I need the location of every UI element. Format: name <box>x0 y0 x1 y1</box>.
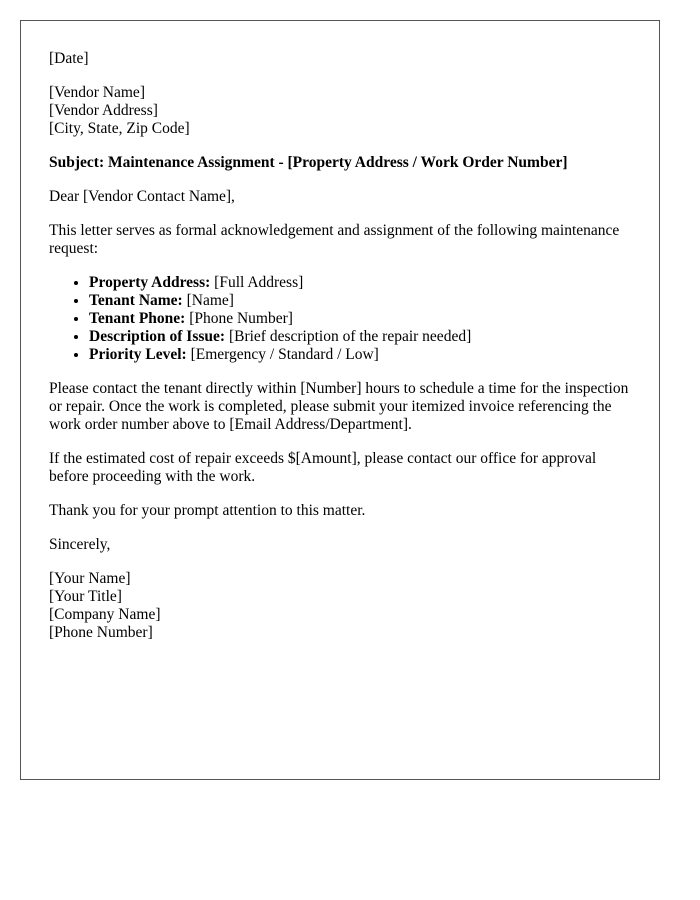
vendor-name: [Vendor Name] <box>49 84 145 101</box>
detail-label: Tenant Phone: <box>89 310 186 327</box>
detail-label: Property Address: <box>89 274 211 291</box>
detail-value: [Phone Number] <box>185 310 293 327</box>
detail-property-address <box>89 274 631 292</box>
signature-phone: [Phone Number] <box>49 624 153 641</box>
signature-block <box>49 570 631 642</box>
thanks-paragraph: Thank you for your prompt attention to this matter. <box>49 502 366 519</box>
intro-paragraph: This letter serves as formal acknowledgement and assignment of the following maintenance request: <box>49 222 620 257</box>
subject-line: Subject: Maintenance Assignment - [Property Address / Work Order Number] <box>49 154 568 171</box>
detail-issue-description <box>89 328 631 346</box>
letter-page <box>20 20 660 780</box>
letter-date: [Date] <box>49 50 89 67</box>
request-details-list <box>49 274 631 364</box>
signature-title: [Your Title] <box>49 588 122 605</box>
instructions-paragraph: Please contact the tenant directly within [Number] hours to schedule a time for the inspection or repair. Once the work is completed, please submit your itemized invoice referencing the work order number above to [Email Address/Department]. <box>49 380 629 433</box>
detail-label: Description of Issue: <box>89 328 226 345</box>
vendor-city-state-zip: [City, State, Zip Code] <box>49 120 190 137</box>
salutation: Dear [Vendor Contact Name], <box>49 188 235 205</box>
date-line <box>49 50 631 68</box>
signature-company: [Company Name] <box>49 606 161 623</box>
closing: Sincerely, <box>49 536 111 553</box>
detail-label: Priority Level: <box>89 346 187 363</box>
vendor-address-block <box>49 84 631 138</box>
detail-value: [Emergency / Standard / Low] <box>186 346 379 363</box>
signature-name: [Your Name] <box>49 570 131 587</box>
detail-value: [Full Address] <box>210 274 304 291</box>
detail-value: [Brief description of the repair needed] <box>225 328 472 345</box>
detail-tenant-name <box>89 292 631 310</box>
detail-label: Tenant Name: <box>89 292 183 309</box>
detail-value: [Name] <box>182 292 234 309</box>
approval-paragraph: If the estimated cost of repair exceeds $[Amount], please contact our office for approval before proceeding with the work. <box>49 450 597 485</box>
detail-tenant-phone <box>89 310 631 328</box>
vendor-address: [Vendor Address] <box>49 102 158 119</box>
detail-priority-level <box>89 346 631 364</box>
